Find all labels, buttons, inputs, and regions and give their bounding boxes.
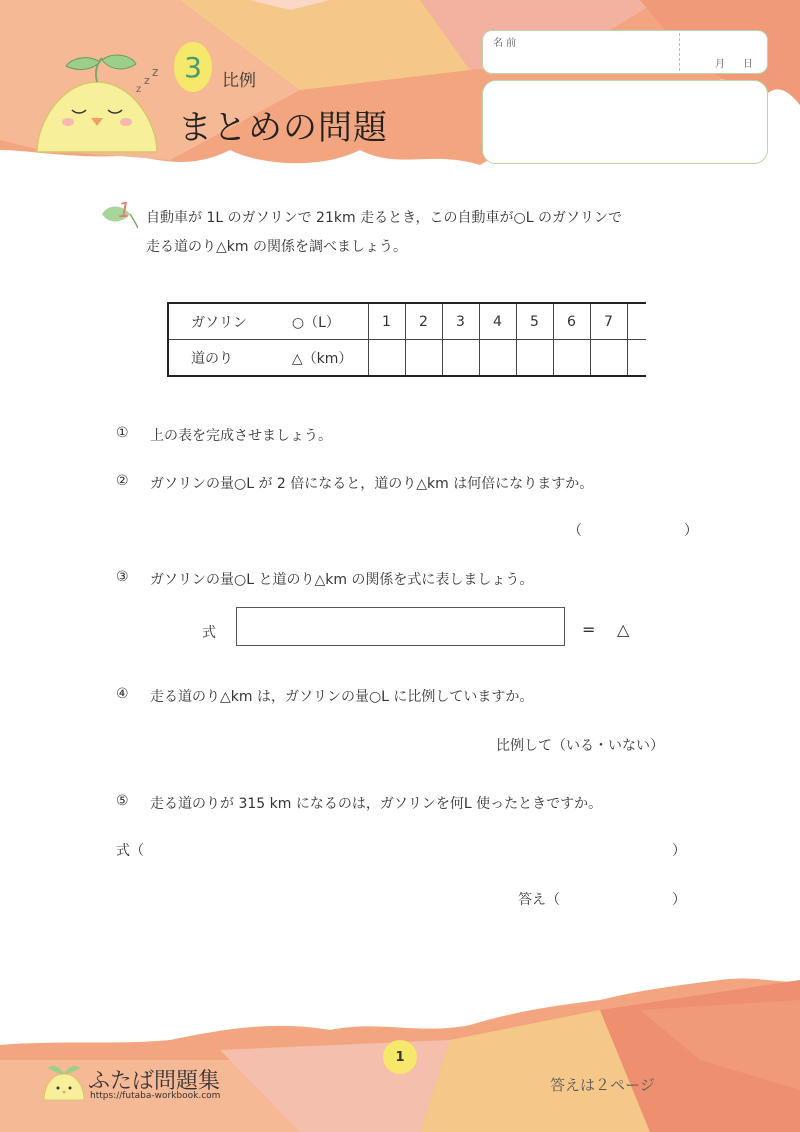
brand-name: ふたば問題集 bbox=[88, 1069, 221, 1094]
brand-url[interactable]: https://futaba-workbook.com bbox=[90, 1091, 221, 1101]
month-label: 月 bbox=[715, 59, 725, 70]
proportion-table bbox=[167, 302, 646, 377]
row-unit-distance: △（km） bbox=[291, 350, 353, 367]
table-row-header bbox=[168, 303, 368, 340]
subq2-number: ② bbox=[116, 473, 129, 489]
table-input-cell[interactable] bbox=[442, 340, 479, 377]
row-label-gasoline: ガソリン bbox=[191, 314, 247, 331]
day-label: 日 bbox=[743, 59, 753, 70]
subq5-formula-field[interactable] bbox=[150, 836, 660, 860]
table-cell: 3 bbox=[442, 303, 479, 340]
answer-page-note: 答えは２ページ bbox=[550, 1076, 655, 1094]
table-input-cell[interactable] bbox=[590, 340, 627, 377]
table-input-cell[interactable] bbox=[553, 340, 590, 377]
question-text bbox=[146, 204, 746, 262]
unit-label: 比例 bbox=[222, 71, 256, 91]
table-cell: 4 bbox=[479, 303, 516, 340]
row-unit-gasoline: ○（L） bbox=[291, 314, 340, 331]
triangle-symbol: △ bbox=[617, 620, 630, 639]
subq2-text: ガソリンの量○L が 2 倍になると，道のり△km は何倍になりますか。 bbox=[150, 476, 594, 492]
formula-label: 式 bbox=[202, 625, 216, 641]
name-field[interactable] bbox=[482, 30, 768, 74]
subq1-number: ① bbox=[116, 425, 129, 441]
subq3-number: ③ bbox=[116, 569, 129, 585]
question-line-2: 走る道のり△km の関係を調べましょう。 bbox=[146, 239, 407, 255]
subq4-choice[interactable]: 比例して（いる・いない） bbox=[496, 738, 664, 754]
score-box[interactable] bbox=[482, 80, 768, 164]
subq2-answer-open: （ bbox=[568, 523, 582, 539]
name-label: 名 前 bbox=[493, 38, 517, 49]
subq5-formula-open: 式（ bbox=[116, 843, 144, 859]
svg-text:z: z bbox=[152, 65, 159, 79]
row-label-distance: 道のり bbox=[191, 350, 233, 367]
subq5-answer-close: ） bbox=[672, 892, 686, 908]
table-row-header bbox=[168, 340, 368, 377]
subq5-answer-field[interactable] bbox=[570, 885, 666, 909]
subq4-number: ④ bbox=[116, 686, 129, 702]
page-number: 1 bbox=[383, 1040, 417, 1074]
subq5-formula-close: ） bbox=[672, 843, 686, 859]
table-cell: 2 bbox=[405, 303, 442, 340]
subq5-number: ⑤ bbox=[116, 793, 129, 809]
table-cell-overflow bbox=[627, 303, 646, 340]
formula-input-box[interactable] bbox=[236, 607, 565, 646]
table-input-cell[interactable] bbox=[405, 340, 442, 377]
page-title: まとめの問題 bbox=[178, 108, 388, 148]
unit-number-badge: 3 bbox=[174, 42, 212, 92]
subq1-text: 上の表を完成させましょう。 bbox=[150, 428, 332, 444]
table-input-cell[interactable] bbox=[516, 340, 553, 377]
table-row-gasoline bbox=[168, 303, 646, 340]
footer-chick-logo bbox=[42, 1062, 86, 1102]
question-line-1: 自動車が 1L のガソリンで 21km 走るとき，この自動車が○L のガソリンで bbox=[146, 210, 622, 226]
subq4-text: 走る道のり△km は，ガソリンの量○L に比例していますか。 bbox=[150, 689, 534, 705]
table-cell: 5 bbox=[516, 303, 553, 340]
table-cell: 6 bbox=[553, 303, 590, 340]
subq2-answer-field[interactable] bbox=[590, 516, 680, 540]
subq5-text: 走る道のりが 315 km になるのは，ガソリンを何L 使ったときですか。 bbox=[150, 796, 603, 812]
name-divider bbox=[679, 33, 680, 71]
table-input-cell[interactable] bbox=[479, 340, 516, 377]
table-cell-overflow bbox=[627, 340, 646, 377]
subq5-answer-open: 答え（ bbox=[518, 892, 560, 908]
table-cell: 7 bbox=[590, 303, 627, 340]
table-cell: 1 bbox=[368, 303, 405, 340]
table-input-cell[interactable] bbox=[368, 340, 405, 377]
subq2-answer-close: ） bbox=[684, 523, 698, 539]
equals-sign: = bbox=[582, 620, 596, 639]
table-row-distance bbox=[168, 340, 646, 377]
question-number: 1 bbox=[118, 198, 131, 222]
chick-mascot-illustration bbox=[32, 52, 162, 158]
svg-text:z: z bbox=[144, 74, 150, 87]
svg-text:z: z bbox=[136, 84, 142, 95]
subq3-text: ガソリンの量○L と道のり△km の関係を式に表しましょう。 bbox=[150, 572, 534, 588]
